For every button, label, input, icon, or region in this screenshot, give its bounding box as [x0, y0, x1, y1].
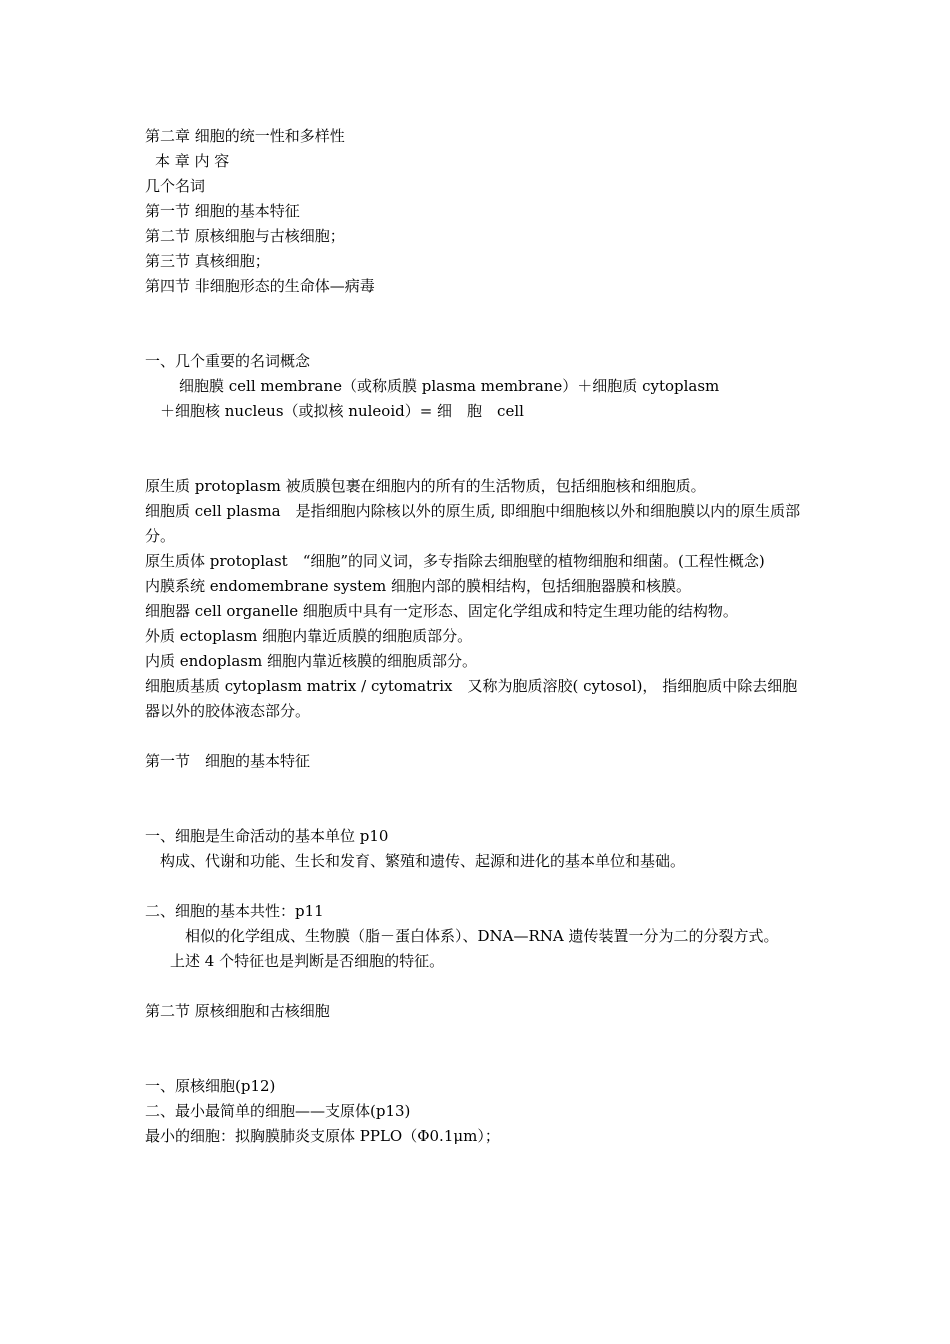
section-2-point-1: 一、原核细胞(p12): [145, 1077, 276, 1095]
toc-item: 第四节 非细胞形态的生命体—病毒: [145, 277, 375, 295]
spacer: [145, 449, 810, 474]
spacer: [145, 774, 810, 799]
section-2-smallest-cell: 最小的细胞：拟胸膜肺炎支原体 PPLO（Φ0.1μm）；: [145, 1127, 500, 1145]
definition-ectoplasm: 外质 ectoplasm 细胞内靠近质膜的细胞质部分。: [145, 627, 473, 645]
spacer: [145, 724, 810, 749]
spacer: [145, 874, 810, 899]
toc-item: 第一节 细胞的基本特征: [145, 202, 300, 220]
definition-endomembrane-system: 内膜系统 endomembrane system 细胞内部的膜相结构，包括细胞器膜和核膜。: [145, 577, 692, 595]
document-page: [145, 124, 810, 1149]
section-2-point-2: 二、最小最简单的细胞——支原体(p13): [145, 1102, 411, 1120]
section-1-point-2-note: 上述 4 个特征也是判断是否细胞的特征。: [170, 952, 445, 970]
toc-item: 几个名词: [145, 177, 206, 195]
definition-protoplasm: 原生质 protoplasm 被质膜包裹在细胞内的所有的生活物质，包括细胞核和细胞质。: [145, 477, 706, 495]
spacer: [145, 974, 810, 999]
cell-formula-line-1: 细胞膜 cell membrane（或称质膜 plasma membrane）＋细胞质 cytoplasm: [179, 377, 720, 395]
definition-cell-organelle: 细胞器 cell organelle 细胞质中具有一定形态、固定化学组成和特定生理功能的结构物。: [145, 602, 738, 620]
definition-endoplasm: 内质 endoplasm 细胞内靠近核膜的细胞质部分。: [145, 652, 477, 670]
definition-protoplast: 原生质体 protoplast “细胞”的同义词，多专指除去细胞壁的植物细胞和细菌。(工程性概念): [145, 552, 765, 570]
contents-heading: 本 章 内 容: [155, 152, 230, 170]
section-1-point-2-text: 相似的化学组成、生物膜（脂－蛋白体系）、DNA—RNA 遗传装置一分为二的分裂方式。: [185, 927, 779, 945]
spacer: [145, 299, 810, 324]
spacer: [145, 1024, 810, 1049]
spacer: [145, 799, 810, 824]
section-1-point-2-heading: 二、细胞的基本共性：p11: [145, 902, 324, 920]
definition-cytomatrix: 细胞质基质 cytoplasm matrix / cytomatrix 又称为胞质溶胶( cytosol)， 指细胞质中除去细胞器以外的胶体液态部分。: [145, 677, 798, 720]
spacer: [145, 424, 810, 449]
toc-item: 第二节 原核细胞与古核细胞；: [145, 227, 345, 245]
section-1-point-1-text: 构成、代谢和功能、生长和发育、繁殖和遗传、起源和进化的基本单位和基础。: [160, 852, 686, 870]
section-1-point-1-heading: 一、细胞是生命活动的基本单位 p10: [145, 827, 389, 845]
spacer: [145, 324, 810, 349]
cell-formula-line-2: ＋细胞核 nucleus（或拟核 nuleoid）= 细 胞 cell: [160, 402, 524, 420]
section-1-title: 第一节 细胞的基本特征: [145, 752, 311, 770]
spacer: [145, 1049, 810, 1074]
chapter-title: 第二章 细胞的统一性和多样性: [145, 127, 345, 145]
section-2-title: 第二节 原核细胞和古核细胞: [145, 1002, 330, 1020]
terms-heading: 一、几个重要的名词概念: [145, 352, 311, 370]
toc-item: 第三节 真核细胞；: [145, 252, 270, 270]
definition-cell-plasma: 细胞质 cell plasma 是指细胞内除核以外的原生质, 即细胞中细胞核以外和细胞膜以内的原生质部分。: [145, 502, 801, 545]
